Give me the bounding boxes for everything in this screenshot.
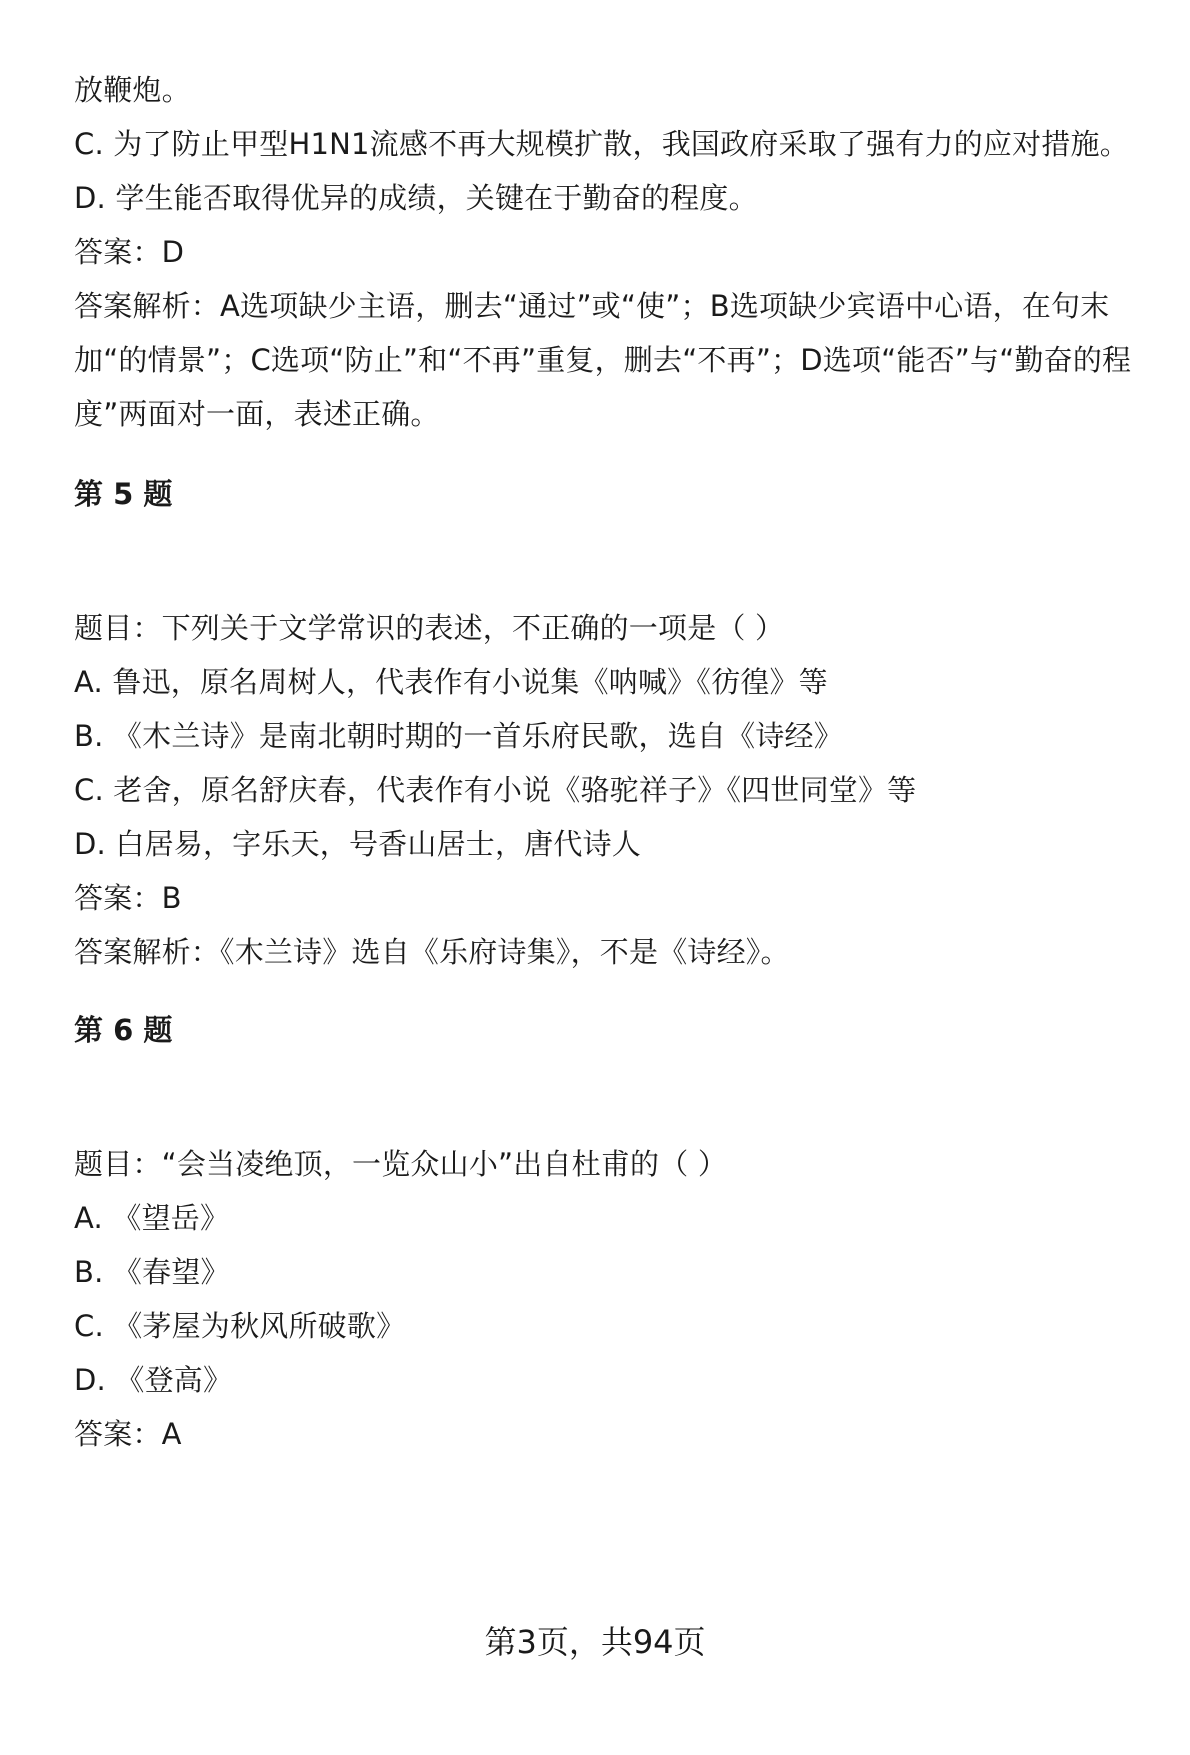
previous-option-c: C. 为了防止甲型H1N1流感不再大规模扩散，我国政府采取了强有力的应对措施。 bbox=[74, 127, 1129, 161]
previous-option-d: D. 学生能否取得优异的成绩，关键在于勤奋的程度。 bbox=[74, 181, 758, 215]
question-6-prompt: 题目：“会当凌绝顶，一览众山小”出自杜甫的（ ） bbox=[74, 1147, 728, 1181]
question-6-heading: 第 6 题 bbox=[74, 1013, 173, 1047]
previous-explanation-line-1: 答案解析：A选项缺少主语，删去“通过”或“使”；B选项缺少宾语中心语，在句末 bbox=[74, 289, 1110, 323]
question-6-option-c: C. 《茅屋为秋风所破歌》 bbox=[74, 1309, 406, 1343]
previous-question-tail: 放鞭炮。 bbox=[74, 73, 191, 107]
question-6-option-a: A. 《望岳》 bbox=[74, 1201, 230, 1235]
question-5-option-a: A. 鲁迅，原名周树人，代表作有小说集《呐喊》《彷徨》等 bbox=[74, 665, 828, 699]
question-5-explanation: 答案解析：《木兰诗》选自《乐府诗集》，不是《诗经》。 bbox=[74, 935, 790, 969]
question-5-option-d: D. 白居易，字乐天，号香山居士，唐代诗人 bbox=[74, 827, 641, 861]
question-5-heading: 第 5 题 bbox=[74, 477, 173, 511]
previous-explanation-line-2: 加“的情景”；C选项“防止”和“不再”重复，删去“不再”；D选项“能否”与“勤奋的程 bbox=[74, 343, 1132, 377]
previous-answer: 答案：D bbox=[74, 235, 185, 269]
question-6-option-d: D. 《登高》 bbox=[74, 1363, 233, 1397]
question-6-answer: 答案：A bbox=[74, 1417, 182, 1451]
question-5-option-c: C. 老舍，原名舒庆春，代表作有小说《骆驼祥子》《四世同堂》等 bbox=[74, 773, 917, 807]
question-5-answer: 答案：B bbox=[74, 881, 182, 915]
page-number-footer: 第3页，共94页 bbox=[484, 1623, 706, 1661]
question-5-option-b: B. 《木兰诗》是南北朝时期的一首乐府民歌，选自《诗经》 bbox=[74, 719, 843, 753]
question-6-option-b: B. 《春望》 bbox=[74, 1255, 230, 1289]
question-5-prompt: 题目：下列关于文学常识的表述，不正确的一项是（ ） bbox=[74, 611, 785, 645]
previous-explanation-line-3: 度”两面对一面，表述正确。 bbox=[74, 397, 440, 431]
